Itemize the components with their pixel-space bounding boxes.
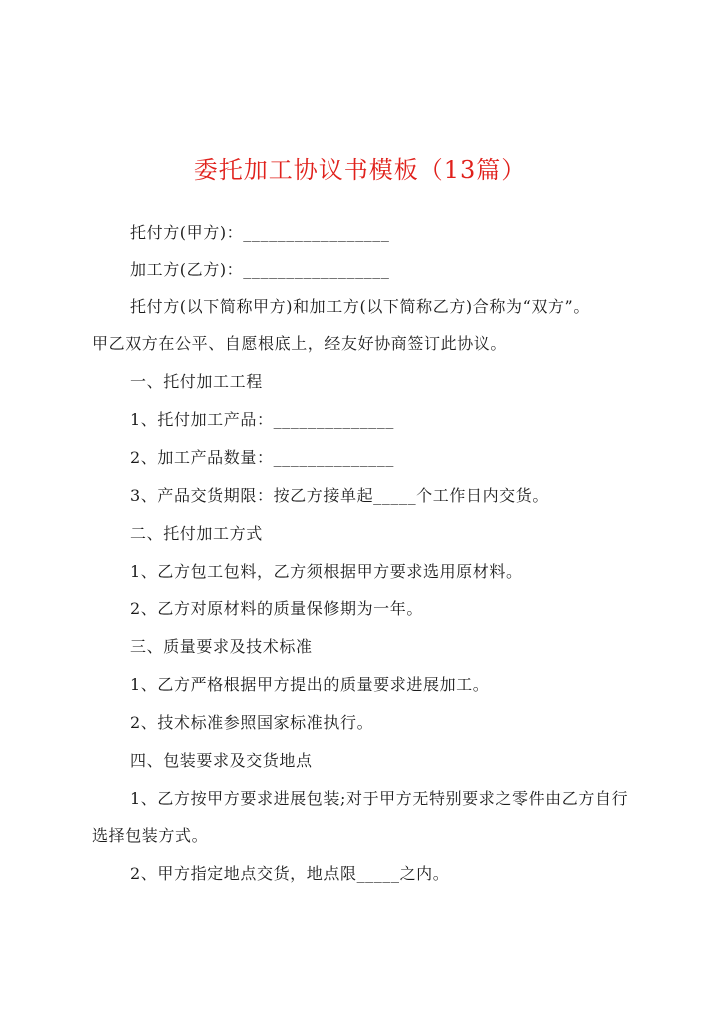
clause-4-1-line-1: 1、乙方按甲方要求进展包装;对于甲方无特别要求之零件由乙方自行 <box>130 789 629 808</box>
section-heading-4: 四、包装要求及交货地点 <box>130 751 313 770</box>
intro-paragraph-line-2: 甲乙双方在公平、自愿根底上，经友好协商签订此协议。 <box>92 334 508 353</box>
party-b-line: 加工方(乙方)：_________________ <box>130 260 390 279</box>
clause-2-2: 2、乙方对原材料的质量保修期为一年。 <box>130 599 423 618</box>
section-heading-2: 二、托付加工方式 <box>130 524 263 543</box>
intro-paragraph-line-1: 托付方(以下简称甲方)和加工方(以下简称乙方)合称为“双方”。 <box>130 297 590 316</box>
clause-1-3: 3、产品交货期限：按乙方接单起_____个工作日内交货。 <box>130 486 549 505</box>
clause-3-1: 1、乙方严格根据甲方提出的质量要求进展加工。 <box>130 675 490 694</box>
clause-4-2: 2、甲方指定地点交货，地点限_____之内。 <box>130 864 450 883</box>
section-heading-1: 一、托付加工工程 <box>130 372 263 391</box>
clause-1-1: 1、托付加工产品：______________ <box>130 410 394 429</box>
section-heading-3: 三、质量要求及技术标准 <box>130 637 313 656</box>
clause-4-1-line-2: 选择包装方式。 <box>92 826 209 845</box>
document-title: 委托加工协议书模板（13篇） <box>193 156 527 184</box>
party-a-line: 托付方(甲方)：_________________ <box>130 223 390 242</box>
clause-3-2: 2、技术标准参照国家标准执行。 <box>130 713 374 732</box>
clause-1-2: 2、加工产品数量：______________ <box>130 448 394 467</box>
clause-2-1: 1、乙方包工包料，乙方须根据甲方要求选用原材料。 <box>130 562 523 581</box>
